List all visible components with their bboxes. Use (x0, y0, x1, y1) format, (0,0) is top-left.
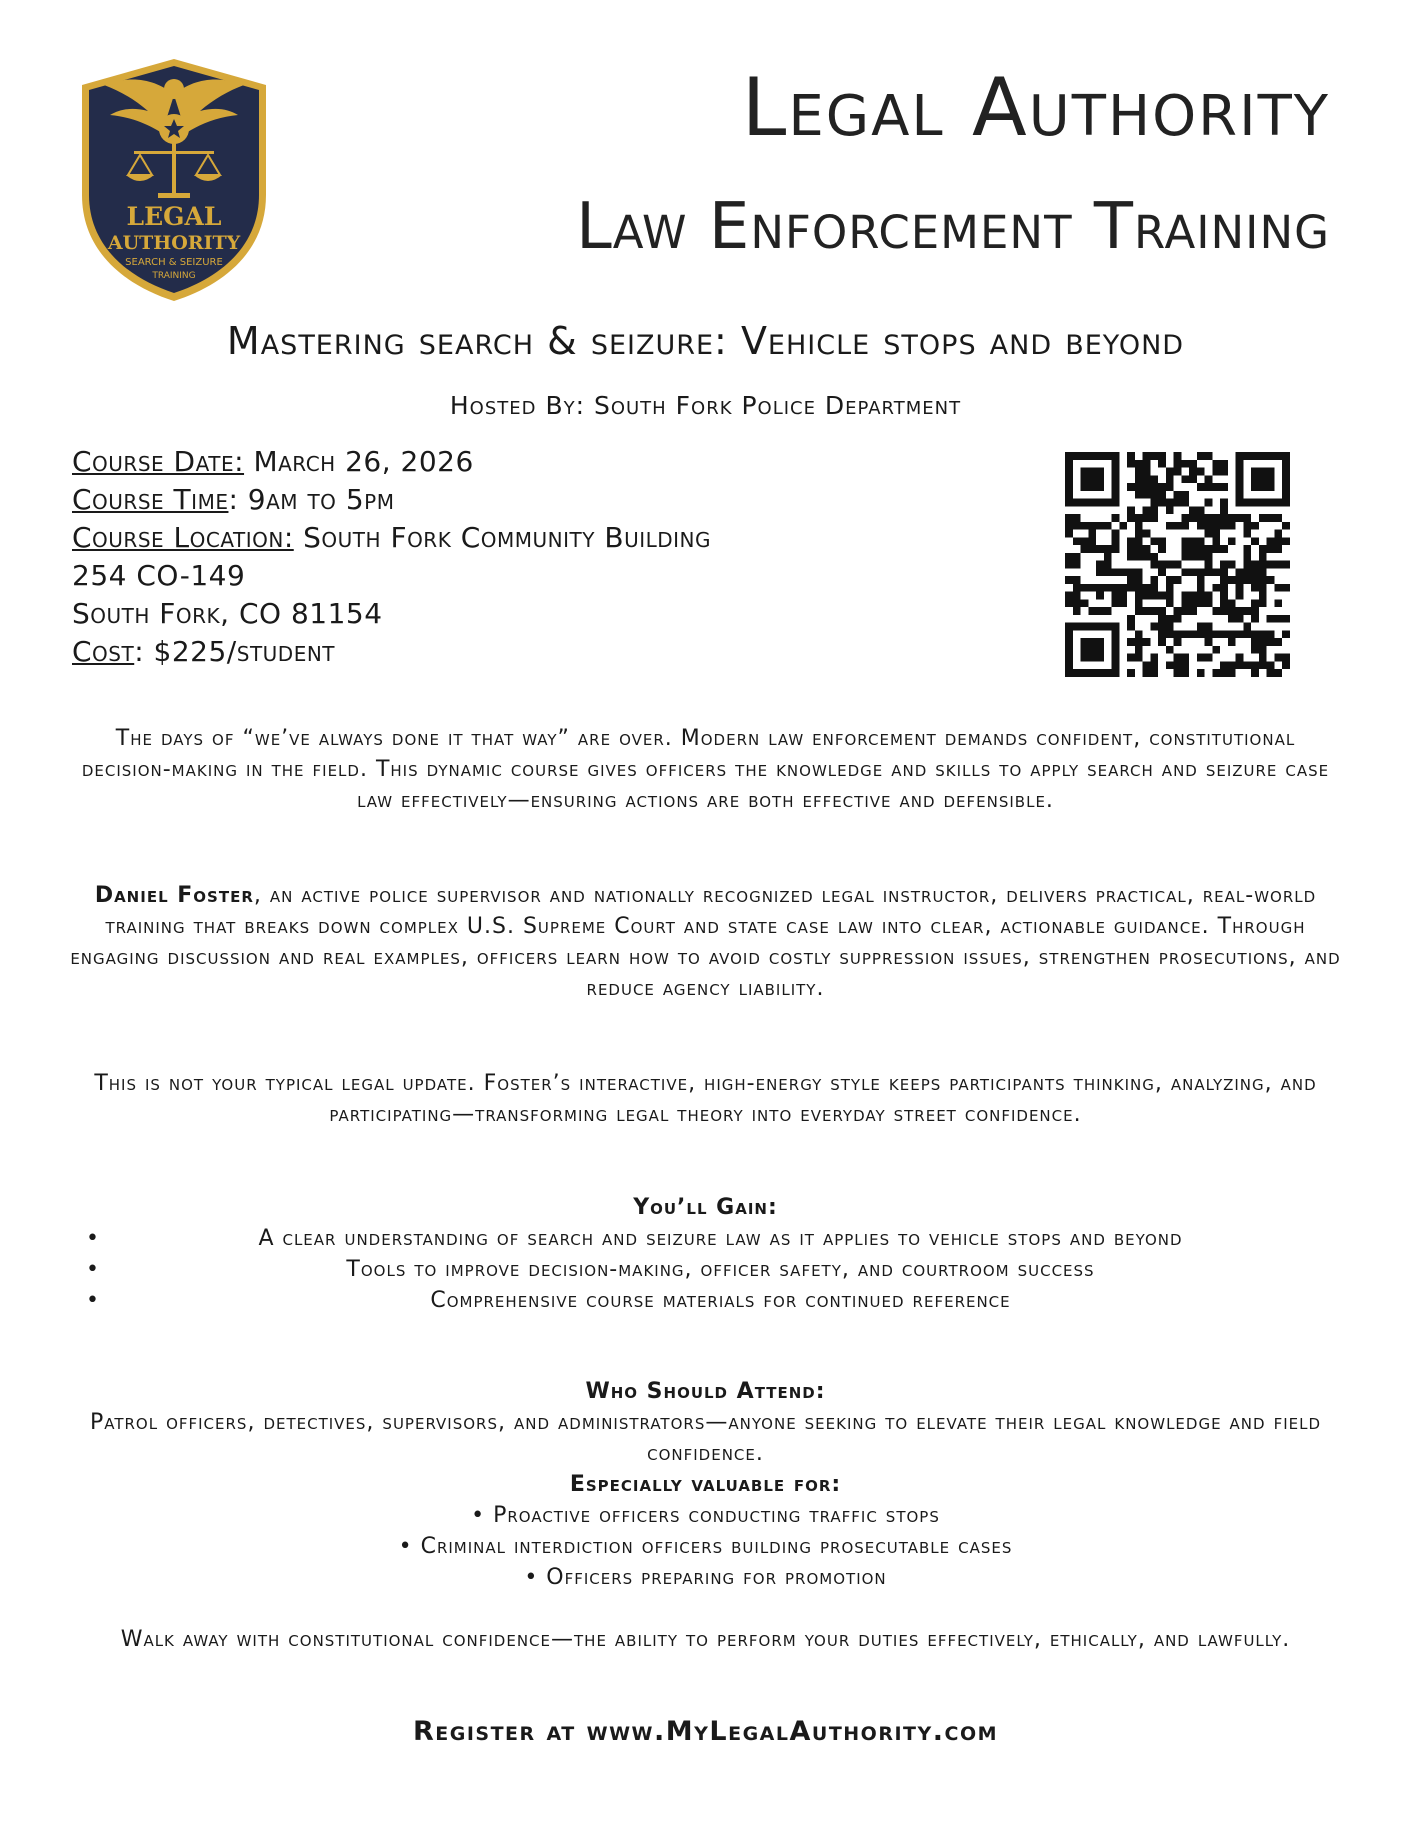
svg-text:LEGAL: LEGAL (126, 202, 222, 231)
course-time-value: : 9am to 5pm (228, 483, 395, 516)
cost-label: Cost (72, 635, 135, 668)
intro-paragraph: The days of “we’ve always done it that way” are over. Modern law enforcement demands confident, constitutional decision-making in the field. This dynamic course gives officers the knowledge and skills to apply search and seizure case law effectively—ensuring actions are both effective and defensible. (81, 726, 1330, 813)
page-subtitle: Law Enforcement Training (576, 190, 1330, 264)
svg-text:TRAINING: TRAINING (152, 271, 196, 281)
course-time-label: Course Time (72, 483, 229, 516)
list-item: • Officers preparing for promotion (524, 1565, 887, 1590)
especially-heading: Especially valuable for: (569, 1472, 842, 1497)
style-paragraph: This is not your typical legal update. Foster’s interactive, high-energy style keeps participants thinking, analyzing, and participating—transforming legal theory into everyday street confidence. (94, 1071, 1317, 1127)
list-item: • Criminal interdiction officers building prosecutable cases (398, 1534, 1013, 1559)
course-time-row (72, 481, 1032, 519)
gain-heading: You’ll Gain: (633, 1195, 778, 1220)
instructor-text: , an active police supervisor and nationally recognized legal instructor, delivers practical, real-world training that breaks down complex U.S. Supreme Court and state case law into clear, actionable guidance. Through engaging discussion and real examples, officers learn how to avoid costly suppression issues, strengthen prosecutions, and reduce agency liability. (70, 883, 1341, 1001)
course-date-row (72, 443, 1032, 481)
cost-value: : $225/student (134, 635, 336, 668)
course-date-value: March 26, 2026 (244, 445, 474, 478)
address-line-1: 254 CO-149 (72, 559, 246, 592)
gain-list (80, 1223, 1341, 1316)
list-item: • A clear understanding of search and seizure law as it applies to vehicle stops and beyond (80, 1223, 1341, 1254)
attend-heading: Who Should Attend: (585, 1379, 826, 1404)
qr-code-icon[interactable] (1065, 452, 1290, 677)
attend-body: Patrol officers, detectives, supervisors, and administrators—anyone seeking to elevate their legal knowledge and field confidence. (89, 1410, 1322, 1466)
svg-text:AUTHORITY: AUTHORITY (107, 232, 241, 254)
cost-row (72, 633, 1032, 671)
course-location-value: South Fork Community Building (293, 521, 712, 554)
list-item: • Tools to improve decision-making, officer safety, and courtroom success (80, 1254, 1341, 1285)
legal-authority-badge-icon (74, 55, 274, 305)
instructor-name: Daniel Foster (94, 883, 254, 908)
course-details (72, 443, 1032, 671)
especially-list (0, 1500, 1411, 1593)
hosted-by: Hosted By: South Fork Police Department (449, 391, 962, 420)
course-date-label: Course Date: (72, 445, 245, 478)
course-location-label: Course Location: (72, 521, 294, 554)
list-item: • Proactive officers conducting traffic stops (471, 1503, 940, 1528)
course-title: Mastering search & seizure: Vehicle stops and beyond (226, 319, 1185, 363)
svg-text:SEARCH & SEIZURE: SEARCH & SEIZURE (125, 257, 223, 268)
bullet-icon: • (86, 1257, 100, 1282)
page-title: Legal Authority (741, 61, 1330, 154)
closing-paragraph: Walk away with constitutional confidence—the ability to perform your duties effectively, ethically, and lawfully. (120, 1627, 1291, 1652)
bullet-icon: • (86, 1288, 100, 1313)
bullet-icon: • (86, 1226, 100, 1251)
register-link[interactable]: Register at www.MyLegalAuthority.com (412, 1716, 999, 1747)
list-item: • Comprehensive course materials for continued reference (80, 1285, 1341, 1316)
instructor-paragraph (70, 880, 1341, 1004)
course-location-row (72, 519, 1032, 557)
address-line-2: South Fork, CO 81154 (72, 597, 383, 630)
